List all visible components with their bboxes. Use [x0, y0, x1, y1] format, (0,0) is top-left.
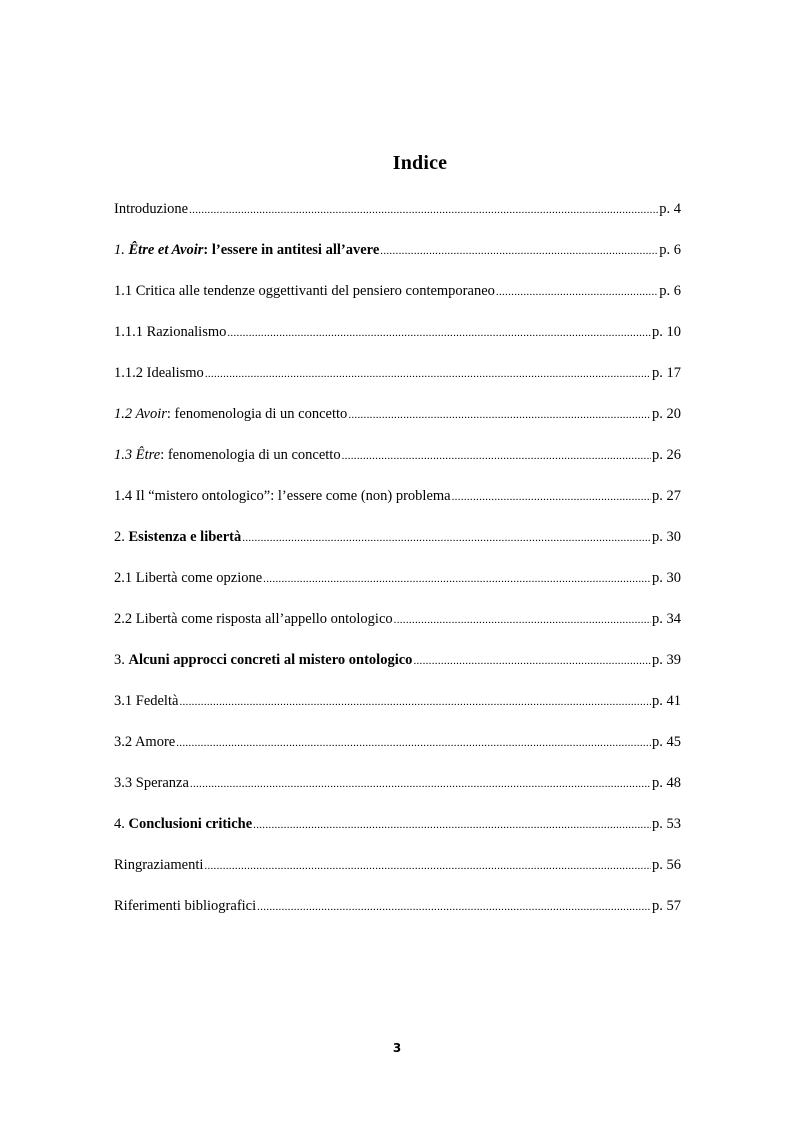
toc-leader-dots: [342, 445, 651, 467]
toc-entry-prefix: 3.: [114, 652, 129, 668]
toc-leader-dots: [348, 404, 651, 426]
toc-entry-text: 3.3 Speranza: [114, 775, 189, 791]
toc-entry[interactable]: [114, 362, 681, 403]
toc-entry-page: p. 53: [652, 816, 681, 832]
toc-entry-page: p. 30: [652, 529, 681, 545]
table-of-contents: [114, 198, 681, 936]
toc-entry-page: p. 57: [652, 898, 681, 914]
toc-entry-label: [114, 649, 412, 671]
toc-entry-bold: [129, 242, 204, 258]
toc-entry-page: p. 56: [652, 857, 681, 873]
toc-entry-prefix: 4.: [114, 816, 129, 832]
toc-entry-page: p. 34: [652, 611, 681, 627]
toc-entry-label: [114, 567, 262, 589]
toc-entry-page: p. 6: [659, 283, 681, 299]
toc-entry[interactable]: [114, 895, 681, 936]
toc-entry-label: [114, 854, 203, 876]
toc-leader-dots: [179, 691, 651, 713]
toc-entry-label: [114, 895, 256, 917]
toc-entry-text: 3.2 Amore: [114, 734, 176, 750]
toc-entry-prefix: 2.: [114, 529, 129, 545]
toc-entry-bold: Conclusioni critiche: [128, 816, 253, 832]
toc-entry-text: 1.1.2 Idealismo: [114, 365, 204, 381]
toc-entry-page: p. 10: [652, 324, 681, 340]
toc-leader-dots: [413, 650, 651, 672]
toc-entry-text: : fenomenologia di un concetto: [160, 447, 341, 463]
toc-entry-label: [114, 198, 188, 220]
toc-entry[interactable]: [114, 239, 681, 280]
toc-entry-page: p. 27: [652, 488, 681, 504]
toc-entry[interactable]: [114, 444, 681, 485]
toc-entry[interactable]: [114, 526, 681, 567]
toc-entry-text: 2.2 Libertà come risposta all’appello ontologico: [114, 611, 393, 627]
toc-entry-text: 1.4 Il “mistero ontologico”: l’essere come (non) problema: [114, 488, 451, 504]
toc-leader-dots: [189, 199, 658, 221]
toc-entry-text: Riferimenti bibliografici: [114, 898, 257, 914]
toc-entry-page: p. 48: [652, 775, 681, 791]
page-number: 3: [392, 1041, 402, 1055]
toc-entry-label: [114, 239, 379, 261]
toc-leader-dots: [227, 322, 651, 344]
toc-entry-label: [114, 485, 451, 507]
toc-entry[interactable]: [114, 198, 681, 239]
toc-entry-bold-italic: Être et Avoir: [128, 242, 204, 258]
toc-entry-label: [114, 280, 495, 302]
toc-entry-page: p. 26: [652, 447, 681, 463]
toc-entry-label: [114, 608, 393, 630]
toc-entry[interactable]: [114, 567, 681, 608]
toc-entry[interactable]: [114, 608, 681, 649]
toc-entry-page: p. 39: [652, 652, 681, 668]
toc-leader-dots: [205, 363, 651, 385]
toc-entry-label: [114, 362, 204, 384]
toc-leader-dots: [263, 568, 651, 590]
toc-entry-page: p. 30: [652, 570, 681, 586]
toc-entry-bold: Esistenza e libertà: [128, 529, 242, 545]
toc-entry-page: p. 4: [659, 201, 681, 217]
toc-entry-label: [114, 731, 175, 753]
toc-entry-text: : l’essere in antitesi all’avere: [203, 242, 380, 258]
toc-entry[interactable]: [114, 690, 681, 731]
toc-entry-text: Ringraziamenti: [114, 857, 204, 873]
toc-entry-page: p. 6: [659, 242, 681, 258]
toc-entry-page: p. 45: [652, 734, 681, 750]
toc-entry-text: 2.1 Libertà come opzione: [114, 570, 263, 586]
toc-leader-dots: [176, 732, 651, 754]
toc-entry[interactable]: [114, 403, 681, 444]
toc-entry-label: [114, 772, 189, 794]
toc-entry-text: Introduzione: [114, 201, 189, 217]
toc-leader-dots: [380, 240, 658, 262]
toc-entry[interactable]: [114, 485, 681, 526]
toc-entry[interactable]: [114, 280, 681, 321]
toc-entry-prefix-italic: 1.: [114, 242, 129, 258]
toc-entry[interactable]: [114, 813, 681, 854]
toc-leader-dots: [253, 814, 651, 836]
toc-entry-label: [114, 690, 178, 712]
toc-entry-page: p. 20: [652, 406, 681, 422]
toc-leader-dots: [257, 896, 651, 918]
toc-leader-dots: [190, 773, 651, 795]
toc-entry-text: 3.1 Fedeltà: [114, 693, 179, 709]
toc-leader-dots: [204, 855, 651, 877]
toc-entry-italic: 1.2 Avoir: [114, 406, 167, 422]
toc-entry[interactable]: [114, 854, 681, 895]
toc-entry[interactable]: [114, 649, 681, 690]
toc-entry-italic: 1.3 Être: [114, 447, 161, 463]
toc-entry-bold: Alcuni approcci concreti al mistero ontologico: [128, 652, 413, 668]
toc-entry-page: p. 17: [652, 365, 681, 381]
toc-entry-text: : fenomenologia di un concetto: [166, 406, 348, 422]
toc-entry-label: [114, 403, 347, 425]
toc-entry-page: p. 41: [652, 693, 681, 709]
toc-entry[interactable]: [114, 321, 681, 362]
toc-entry-label: [114, 321, 226, 343]
toc-entry-text: 1.1.1 Razionalismo: [114, 324, 227, 340]
toc-leader-dots: [496, 281, 658, 303]
toc-leader-dots: [242, 527, 651, 549]
toc-entry[interactable]: [114, 772, 681, 813]
toc-entry-label: [114, 444, 341, 466]
toc-leader-dots: [394, 609, 651, 631]
toc-leader-dots: [452, 486, 651, 508]
toc-entry-label: [114, 813, 252, 835]
page-title: Indice: [392, 152, 448, 174]
toc-entry-label: [114, 526, 241, 548]
toc-entry[interactable]: [114, 731, 681, 772]
toc-entry-text: 1.1 Critica alle tendenze oggettivanti del pensiero contemporaneo: [114, 283, 495, 299]
